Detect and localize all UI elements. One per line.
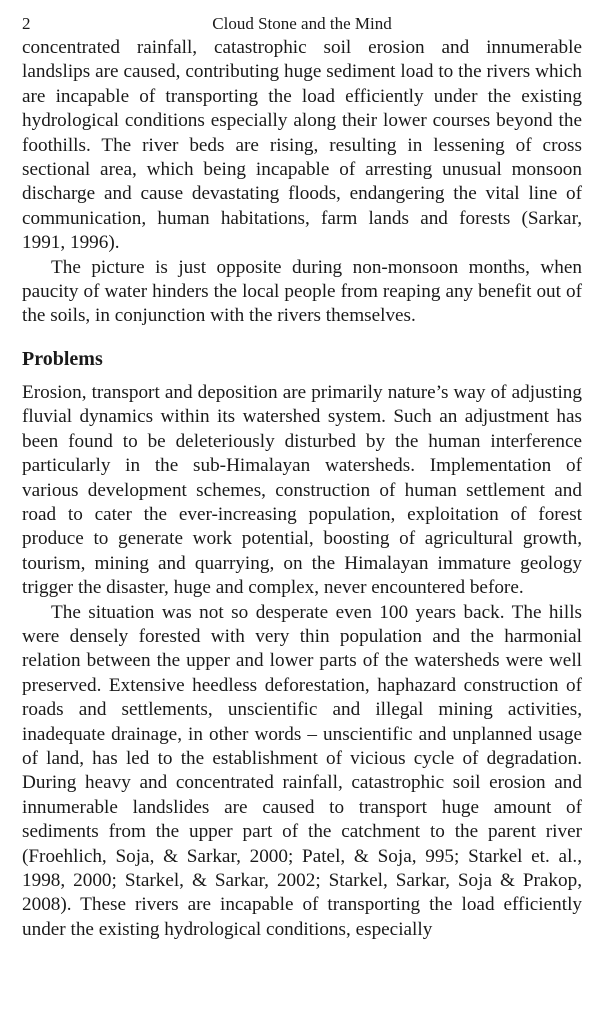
- section-heading-problems: Problems: [22, 347, 103, 370]
- book-title: Cloud Stone and the Mind: [212, 14, 392, 33]
- paragraph-erosion: Erosion, transport and deposition are primarily nature’s way of adjusting fluvial dynamics within its watershed system. Such an adjustment has been found to be deleteriously disturbed by the human interference particularly in the sub-Himalayan watersheds. Implementation of various development schemes, construction of human settlement and road to cater the ever-increasing population, exploitation of forest produce to generate work potential, boosting of agricultural growth, tourism, mining and quarrying, on the Himalayan immature geology trigger the disaster, huge and complex, never encountered before.: [22, 381, 582, 599]
- page-number: 2: [22, 14, 31, 33]
- paragraph-continued: concentrated rainfall, catastrophic soil erosion and innumerable landslips are caused, contributing huge sediment load to the rivers which are incapable of transporting the load efficiently under the existing hydrological conditions especially along their lower courses beyond the foothills. The river beds are rising, resulting in lessening of cross sectional area, which being incapable of arresting unusual monsoon discharge and cause devastating floods, endangering the vital line of communication, human habitations, farm lands and forests (Sarkar, 1991, 1996).: [22, 37, 582, 254]
- paragraph-non-monsoon: The picture is just opposite during non-monsoon months, when paucity of water hinders the local people from reaping any benefit out of the soils, in conjunction with the rivers themselves.: [22, 256, 582, 327]
- running-header: [22, 0, 582, 36]
- paragraph-situation: The situation was not so desperate even 100 years back. The hills were densely forested with very thin population and the harmonial relation between the upper and lower parts of the watersheds were well preserved. Extensive heedless deforestation, haphazard construction of roads and settlements, unscientific and illegal mining activities, inadequate drainage, in other words – unscientific and unplanned usage of land, has led to the establishment of vicious cycle of degradation. During heavy and concentrated rainfall, catastrophic soil erosion and innumerable landslides are caused to transport huge amount of sediments from the upper part of the catchment to the parent river (Froehlich, Soja, & Sarkar, 2000; Patel, & Soja, 995; Starkel et. al., 1998, 2000; Starkel, & Sarkar, 2002; Starkel, Sarkar, Soja & Prakop, 2008). These rivers are incapable of transporting the load efficiently under the existing hydrological conditions, especially: [22, 601, 582, 940]
- book-page: [22, 0, 582, 942]
